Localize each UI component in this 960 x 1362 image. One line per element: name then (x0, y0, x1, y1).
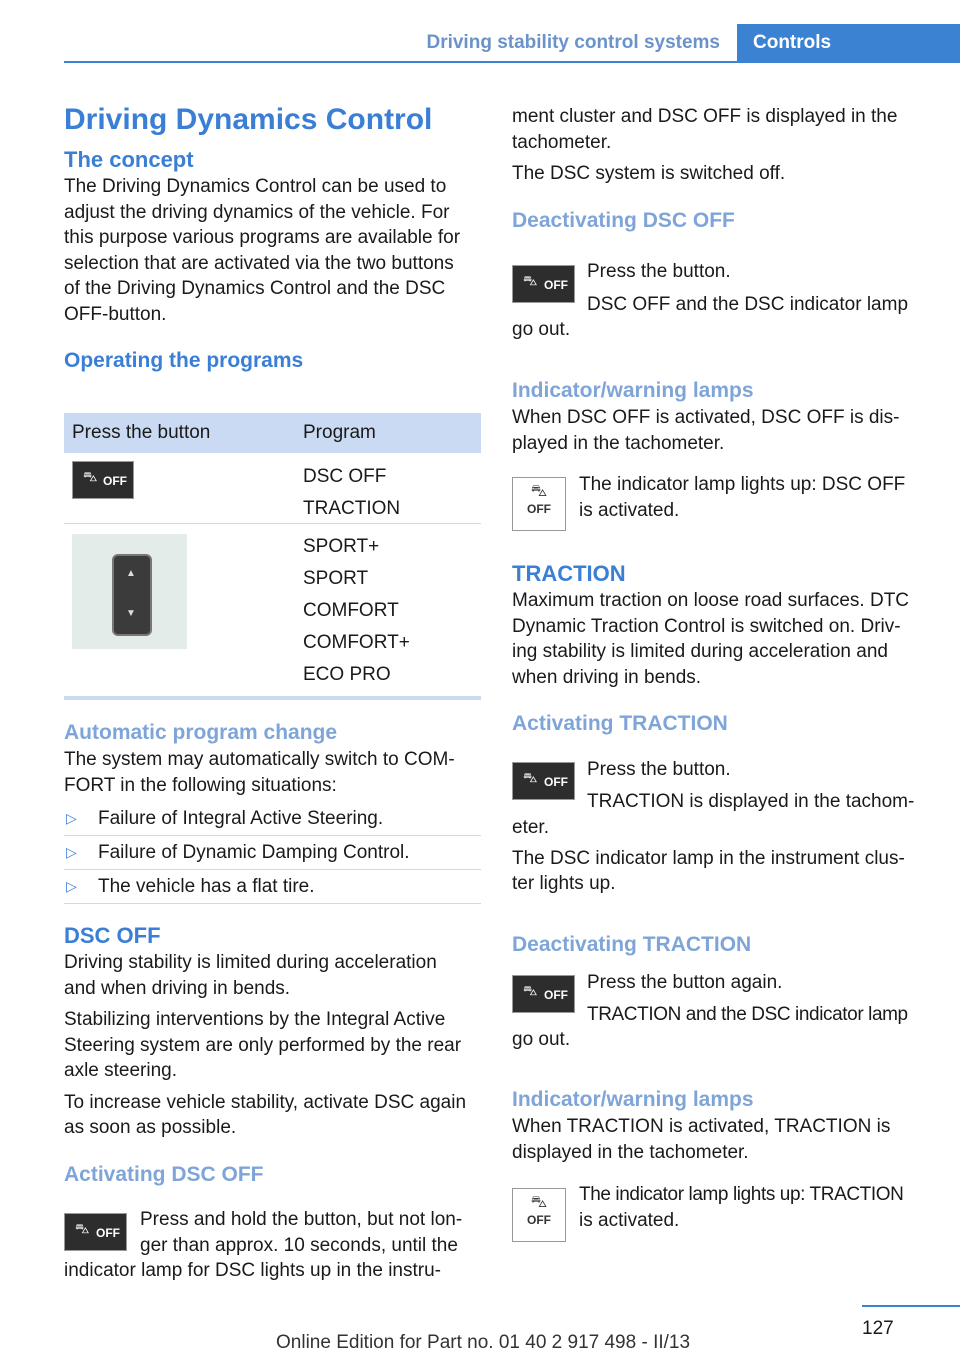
table-header-col2: Program (303, 422, 376, 443)
text-line: The indicator lamp lights up: DSC OFF (579, 474, 906, 495)
text-line: TRACTION is displayed in the tachom- (587, 791, 915, 812)
driving-dynamics-switch-image (72, 534, 187, 649)
arrow-up-icon: ▲ (126, 568, 136, 579)
indicator-heading: Indicator/warning lamps (512, 1088, 754, 1111)
list-item (64, 870, 481, 904)
table-row (64, 453, 481, 524)
program-item: DSC OFF (303, 466, 387, 487)
text-line: The DSC indicator lamp in the instrument clus- (512, 848, 905, 869)
situation-list (64, 802, 481, 904)
off-label: OFF (544, 988, 568, 1002)
indicator-heading: Indicator/warning lamps (512, 379, 754, 402)
text-line: OFF-button. (64, 303, 167, 325)
car-skid-icon: ⛍ (523, 982, 538, 998)
concept-paragraph (64, 174, 481, 327)
text-line: indicator lamp for DSC lights up in the instru- (64, 1260, 441, 1281)
program-item: COMFORT+ (303, 632, 410, 653)
concept-heading: The concept (64, 147, 194, 172)
text-line: When DSC OFF is activated, DSC OFF is dis- (512, 407, 900, 428)
text-line: displayed in the tachometer. (512, 1141, 749, 1163)
indicator-section-2 (512, 1086, 932, 1165)
program-list (303, 531, 410, 691)
text-line: this purpose various programs are available for (64, 227, 461, 248)
text-line: eter. (512, 817, 549, 838)
dsc-off-button-icon (64, 1213, 127, 1251)
program-item: SPORT (303, 568, 369, 589)
text-line: When TRACTION is activated, TRACTION is (512, 1116, 891, 1137)
program-item: TRACTION (303, 498, 401, 519)
dsc-off-button-icon (72, 461, 134, 499)
bullet-triangle-icon: ▷ (66, 844, 77, 860)
off-label: OFF (544, 278, 568, 292)
text-line: Press the button. (587, 759, 731, 780)
edition-line: Online Edition for Part no. 01 40 2 917 498 - II/13 (276, 1332, 691, 1353)
text-line: axle steering. (64, 1060, 178, 1081)
traction-indicator-lamp-icon (512, 1188, 566, 1242)
text-line: played in the tachometer. (512, 432, 725, 454)
text-line: Maximum traction on loose road surfaces. DTC (512, 590, 910, 611)
text-line: The DSC system is switched off. (512, 163, 786, 184)
text-line: Dynamic Traction Control is switched on. Driv- (512, 615, 901, 637)
bullet-triangle-icon: ▷ (66, 810, 77, 826)
text-line: FORT in the following situations: (64, 774, 337, 796)
text-line: The system may automatically switch to COM- (64, 749, 455, 770)
deactivating-dsc-off-heading: Deactivating DSC OFF (512, 208, 735, 232)
traction-heading: TRACTION (512, 561, 626, 586)
program-item: COMFORT (303, 600, 399, 621)
list-item (64, 836, 481, 870)
list-item-text: Failure of Dynamic Damping Control. (98, 842, 410, 863)
table-row (64, 524, 481, 696)
header-tab-controls: Controls (737, 24, 960, 63)
text-line: ing stability is limited during acceleration and (512, 641, 888, 662)
off-label: OFF (544, 775, 568, 789)
off-label: OFF (103, 474, 127, 488)
table-bottom-rule (64, 696, 481, 700)
dsc-off-section (64, 922, 481, 1189)
table-header (64, 413, 481, 453)
text-line: Press the button again. (587, 972, 783, 993)
list-item-text: Failure of Integral Active Steering. (98, 808, 384, 829)
car-skid-icon: ⛍ (530, 1194, 548, 1211)
text-line: Driving stability is limited during acceleration (64, 952, 437, 973)
activating-dsc-off-heading: Activating DSC OFF (64, 1162, 264, 1186)
car-skid-icon: ⛍ (530, 483, 548, 500)
text-line: Press the button. (587, 261, 731, 282)
list-item (64, 802, 481, 836)
car-skid-icon: ⛍ (523, 272, 538, 288)
text-line: of the Driving Dynamics Control and the DSC (64, 278, 446, 299)
off-label: OFF (96, 1226, 120, 1240)
car-skid-icon: ⛍ (523, 769, 538, 785)
text-line: DSC OFF and the DSC indicator lamp (587, 294, 909, 315)
text-line: ment cluster and DSC OFF is displayed in the (512, 106, 898, 127)
text-line: and when driving in bends. (64, 977, 291, 999)
header-rule (64, 61, 960, 63)
text-line: Press and hold the button, but not lon- (140, 1209, 463, 1230)
activating-dsc-off-text (140, 1207, 485, 1258)
dsc-off-indicator-lamp-icon (512, 477, 566, 531)
arrow-down-icon: ▼ (126, 608, 136, 619)
text-line: when driving in bends. (512, 666, 702, 688)
bullet-triangle-icon: ▷ (66, 878, 77, 894)
text-line: selection that are activated via the two buttons (64, 252, 454, 274)
dsc-off-button-icon (512, 975, 575, 1013)
text-line: adjust the driving dynamics of the vehicle. For (64, 201, 450, 223)
page-title: Driving Dynamics Control (64, 103, 433, 136)
dsc-off-heading: DSC OFF (64, 923, 161, 948)
dsc-off-button-icon (512, 265, 575, 303)
text-line: To increase vehicle stability, activate DSC again (64, 1091, 467, 1113)
off-label: OFF (527, 1213, 551, 1227)
text-line: Stabilizing interventions by the Integral Active (64, 1009, 446, 1030)
text-line: The Driving Dynamics Control can be used to (64, 176, 447, 197)
text-line: go out. (512, 1029, 571, 1050)
page-number: 127 (862, 1318, 894, 1339)
text-line: go out. (512, 319, 571, 340)
text-line: The indicator lamp lights up: TRACTION (579, 1184, 904, 1205)
text-line: Steering system are only performed by the rear (64, 1034, 462, 1056)
table-header-col1: Press the button (72, 422, 211, 443)
indicator-section-1 (512, 377, 932, 456)
text-line: TRACTION and the DSC indicator lamp (587, 1004, 908, 1025)
rocker-switch (112, 554, 152, 636)
car-skid-icon: ⛍ (75, 1220, 90, 1236)
header-section-title: Driving stability control systems (426, 32, 720, 53)
text-line: ter lights up. (512, 873, 616, 894)
dsc-off-button-icon (512, 762, 575, 800)
off-label: OFF (527, 502, 551, 516)
program-list (303, 461, 400, 525)
traction-section (512, 560, 932, 738)
auto-change-heading: Automatic program change (64, 721, 338, 744)
footer-rule (862, 1305, 960, 1307)
list-item-text: The vehicle has a flat tire. (98, 876, 315, 897)
text-line: ger than approx. 10 seconds, until the (140, 1234, 458, 1256)
activating-traction-heading: Activating TRACTION (512, 712, 728, 735)
car-skid-icon: ⛍ (83, 468, 98, 484)
auto-change-section (64, 719, 481, 904)
program-item: SPORT+ (303, 536, 380, 557)
deactivating-traction-heading: Deactivating TRACTION (512, 933, 752, 956)
text-line: tachometer. (512, 131, 612, 153)
program-item: ECO PRO (303, 664, 391, 685)
left-column (64, 100, 481, 375)
operating-heading: Operating the programs (64, 349, 304, 372)
right-column-top (512, 104, 932, 235)
programs-table (64, 413, 481, 700)
text-line: is activated. (579, 500, 680, 521)
text-line: as soon as possible. (64, 1117, 237, 1138)
text-line: is activated. (579, 1210, 680, 1231)
